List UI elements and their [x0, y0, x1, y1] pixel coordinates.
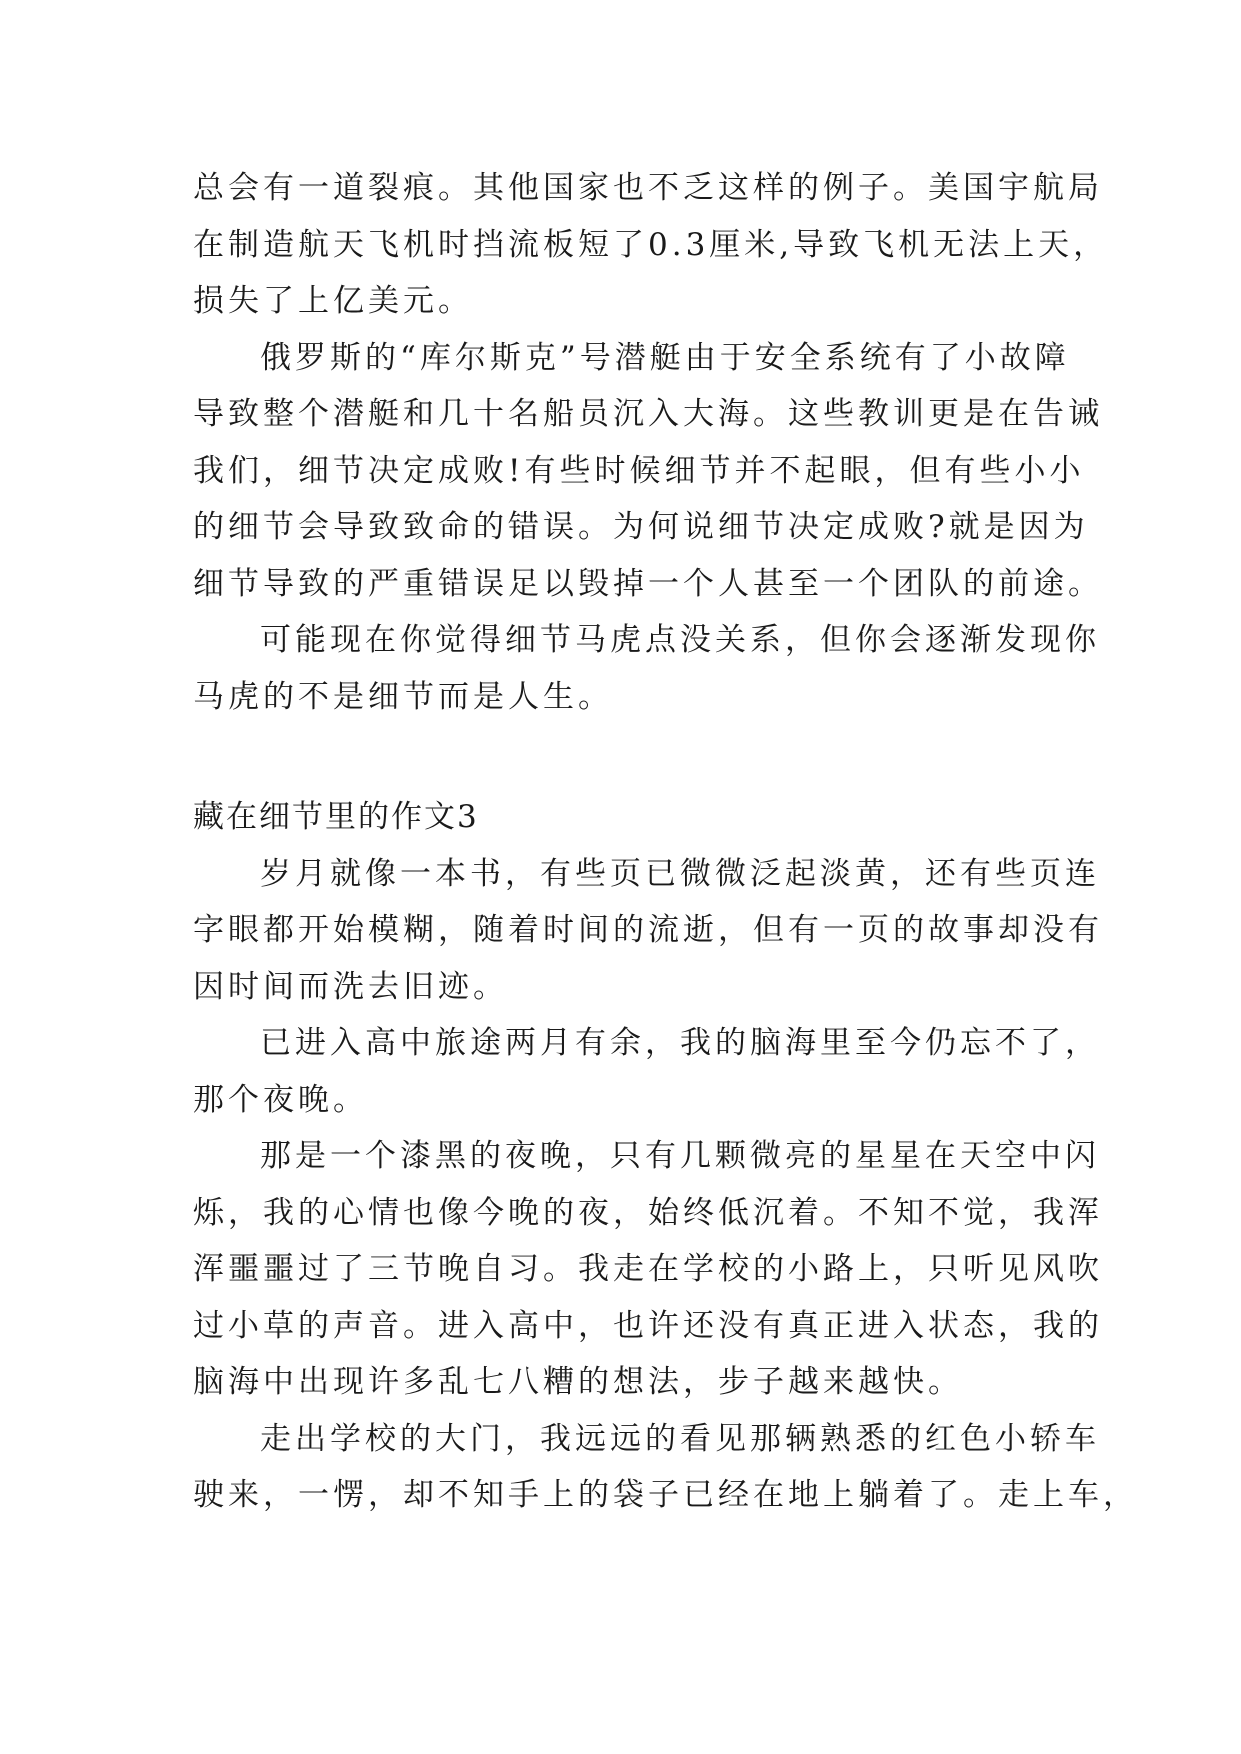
text-line: 因时间而洗去旧迹。: [193, 968, 508, 1005]
paragraph-7: [193, 1411, 1138, 1524]
paragraph-4: [193, 846, 1103, 1016]
text-line: 俄罗斯的“库尔斯克”号潜艇由于安全系统有了小故障: [260, 339, 1070, 376]
text-line: 岁月就像一本书，有些页已微微泛起淡黄，还有些页连: [260, 855, 1100, 892]
text-line: 那是一个漆黑的夜晚，只有几颗微亮的星星在天空中闪: [260, 1138, 1100, 1174]
text-line: 可能现在你觉得细节马虎点没关系，但你会逐渐发现你: [260, 622, 1100, 658]
text-line: 走出学校的大门，我远远的看见那辆熟悉的红色小轿车: [260, 1420, 1100, 1457]
text-line: 已进入高中旅途两月有余，我的脑海里至今仍忘不了，: [260, 1025, 1100, 1061]
paragraph-3: [193, 612, 1100, 725]
document-body: [193, 160, 1138, 1524]
text-line: 那个夜晚。: [193, 1081, 368, 1118]
text-line: 浑噩噩过了三节晚自习。我走在学校的小路上，只听见风吹: [193, 1251, 1103, 1287]
text-line: 马虎的不是细节而是人生。: [193, 678, 613, 715]
text-line: 在制造航天飞机时挡流板短了0.3厘米,导致飞机无法上天，: [193, 226, 1109, 263]
text-line: 损失了上亿美元。: [193, 283, 473, 319]
text-line: 驶来，一愣，却不知手上的袋子已经在地上躺着了。走上车，: [193, 1477, 1138, 1513]
paragraph-2: [193, 330, 1103, 613]
text-line: 导致整个潜艇和几十名船员沉入大海。这些教训更是在告诫: [193, 396, 1103, 432]
text-line: 脑海中出现许多乱七八糟的想法，步子越来越快。: [193, 1364, 963, 1400]
text-line: 的细节会导致致命的错误。为何说细节决定成败?就是因为: [193, 509, 1089, 545]
paragraph-5: [193, 1015, 1100, 1128]
text-line: 字眼都开始模糊，随着时间的流逝，但有一页的故事却没有: [193, 912, 1103, 948]
text-line: 细节导致的严重错误足以毁掉一个人甚至一个团队的前途。: [193, 565, 1103, 602]
text-line: 过小草的声音。进入高中，也许还没有真正进入状态，我的: [193, 1307, 1103, 1344]
section-gap: [193, 725, 1073, 789]
paragraph-6: [193, 1128, 1103, 1411]
text-line: 烁，我的心情也像今晚的夜，始终低沉着。不知不觉，我浑: [193, 1194, 1103, 1231]
essay-title: 藏在细节里的作文3: [193, 799, 479, 835]
text-line: 我们，细节决定成败!有些时候细节并不起眼，但有些小小: [193, 452, 1085, 489]
text-line: 总会有一道裂痕。其他国家也不乏这样的例子。美国宇航局: [193, 170, 1103, 206]
section-heading: [193, 789, 1073, 846]
paragraph-1: [193, 160, 1109, 330]
